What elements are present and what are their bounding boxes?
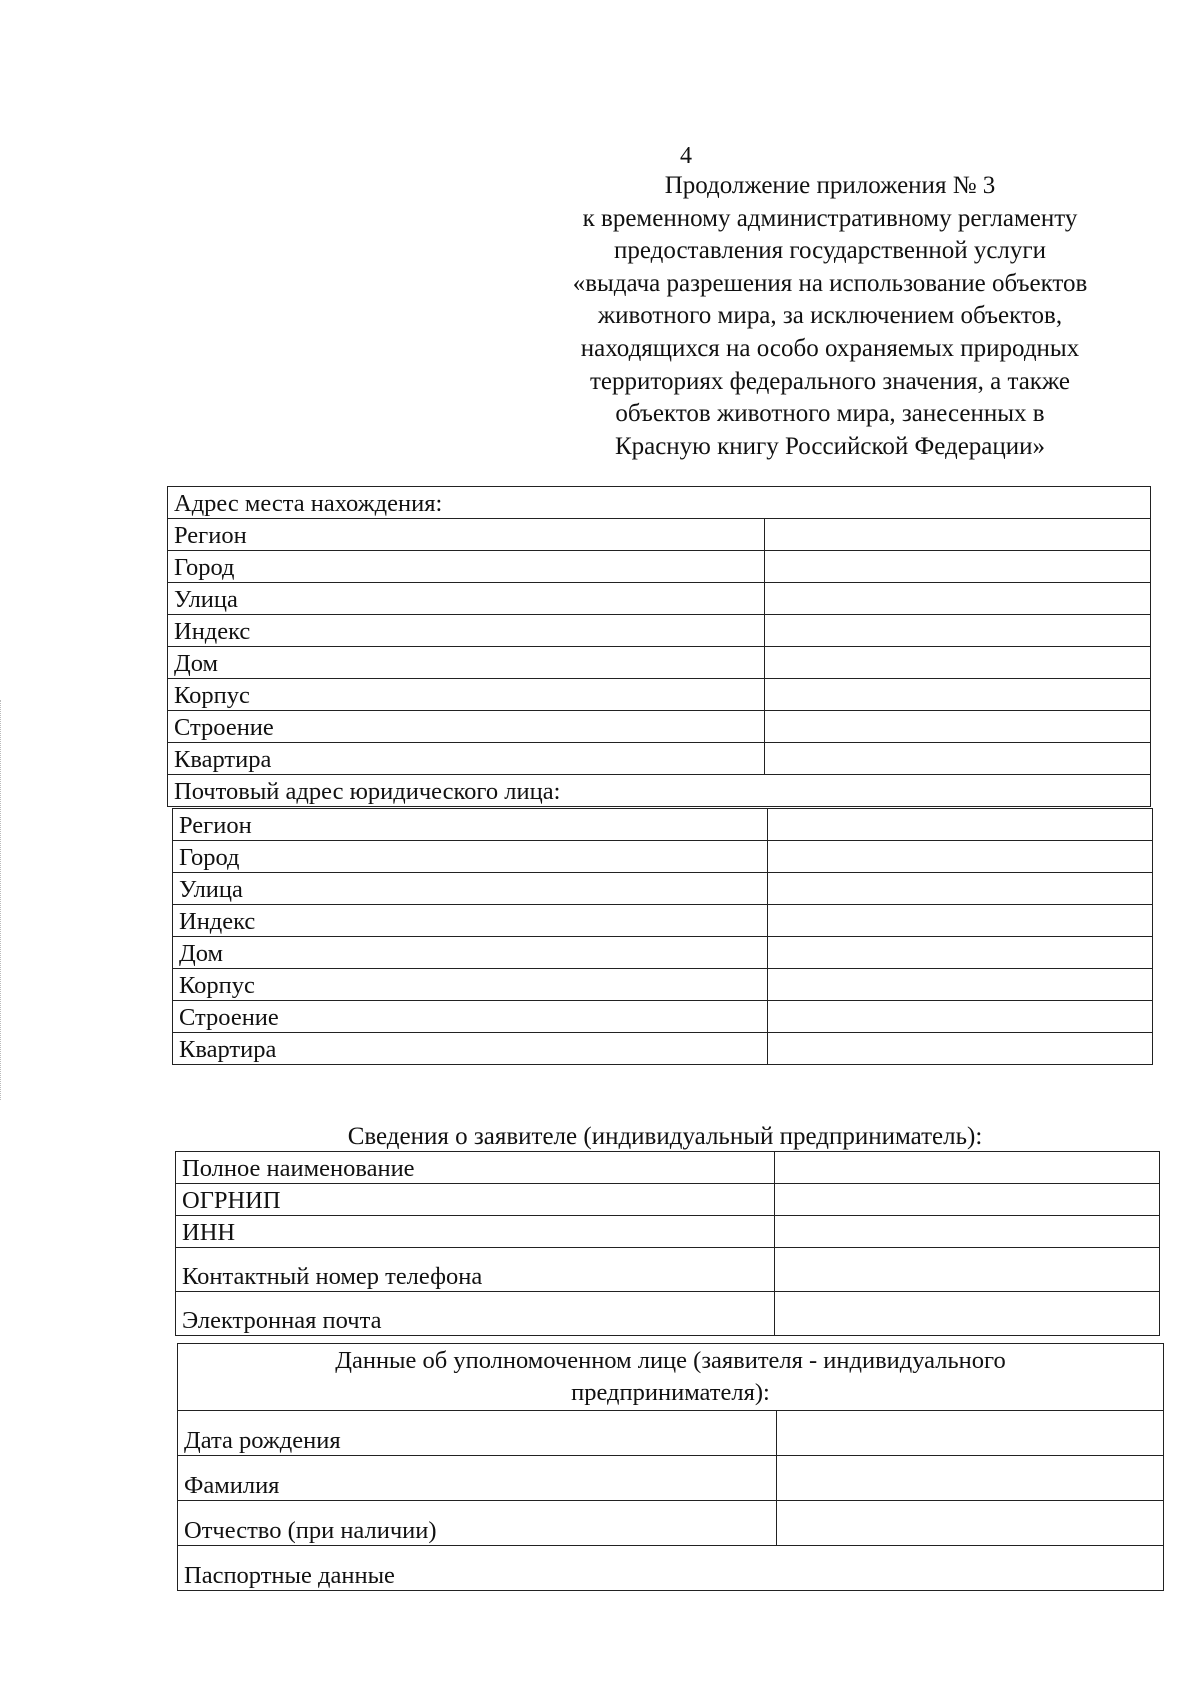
- header-line: находящихся на особо охраняемых природных: [580, 334, 1080, 362]
- section-title-line: Данные об уполномоченном лице (заявителя - индивидуального: [335, 1347, 1006, 1374]
- field-label: Строение: [168, 711, 765, 743]
- section-title: Почтовый адрес юридического лица:: [168, 775, 1151, 807]
- surname-field[interactable]: [777, 1456, 1164, 1501]
- table-row: [173, 1001, 1153, 1033]
- table-row: [178, 1456, 1164, 1501]
- table-row: [173, 873, 1153, 905]
- table-row: [173, 905, 1153, 937]
- individual-entrepreneur-table: [175, 1151, 1160, 1336]
- postal-house-field[interactable]: [767, 937, 1152, 969]
- field-label: Улица: [173, 873, 768, 905]
- field-label: Строение: [173, 1001, 768, 1033]
- patronymic-field[interactable]: [777, 1501, 1164, 1546]
- postal-street-field[interactable]: [767, 873, 1152, 905]
- table-row: [173, 809, 1153, 841]
- ogrnip-field[interactable]: [774, 1184, 1159, 1216]
- table-row: [178, 1501, 1164, 1546]
- address-location-table: [167, 486, 1151, 807]
- header-line: к временному административному регламенту: [582, 204, 1078, 232]
- field-label: Индекс: [168, 615, 765, 647]
- table-row: [178, 1411, 1164, 1456]
- table-row: [176, 1248, 1160, 1292]
- table-row: [168, 487, 1151, 519]
- header-line: животного мира, за исключением объектов,: [597, 302, 1063, 330]
- phone-field[interactable]: [774, 1248, 1159, 1292]
- header-line: «выдача разрешения на использование объектов: [572, 269, 1088, 297]
- house-field[interactable]: [764, 647, 1150, 679]
- table-row: [168, 519, 1151, 551]
- postal-region-field[interactable]: [767, 809, 1152, 841]
- email-field[interactable]: [774, 1292, 1159, 1336]
- field-label: Город: [173, 841, 768, 873]
- inn-field[interactable]: [774, 1216, 1159, 1248]
- field-label: Полное наименование: [176, 1152, 775, 1184]
- table-row: [173, 1033, 1153, 1065]
- table-row: [168, 647, 1151, 679]
- header-line: Красную книгу Российской Федерации»: [614, 432, 1046, 460]
- field-label: Фамилия: [178, 1456, 777, 1501]
- table-row: [176, 1292, 1160, 1336]
- field-label: Дата рождения: [178, 1411, 777, 1456]
- field-label: Корпус: [168, 679, 765, 711]
- field-label: Дом: [173, 937, 768, 969]
- city-field[interactable]: [764, 551, 1150, 583]
- postcode-field[interactable]: [764, 615, 1150, 647]
- field-label: Контактный номер телефона: [176, 1248, 775, 1292]
- apartment-field[interactable]: [764, 743, 1150, 775]
- field-label: Регион: [173, 809, 768, 841]
- field-label: ИНН: [176, 1216, 775, 1248]
- structure-field[interactable]: [764, 711, 1150, 743]
- passport-data-label: Паспортные данные: [178, 1546, 1164, 1591]
- table-row: [176, 1152, 1160, 1184]
- table-row: [168, 551, 1151, 583]
- field-label: Регион: [168, 519, 765, 551]
- table-row: [168, 743, 1151, 775]
- section-title: Адрес места нахождения:: [168, 487, 1151, 519]
- table-row: [168, 615, 1151, 647]
- region-field[interactable]: [764, 519, 1150, 551]
- field-label: Индекс: [173, 905, 768, 937]
- section-title: Сведения о заявителе (индивидуальный предприниматель):: [347, 1123, 983, 1150]
- full-name-field[interactable]: [774, 1152, 1159, 1184]
- table-row: [176, 1216, 1160, 1248]
- field-label: Город: [168, 551, 765, 583]
- postal-apartment-field[interactable]: [767, 1033, 1152, 1065]
- field-label: Корпус: [173, 969, 768, 1001]
- authorized-person-table: [177, 1343, 1164, 1591]
- field-label: Электронная почта: [176, 1292, 775, 1336]
- header-line: территориях федерального значения, а также: [590, 367, 1070, 395]
- field-label: Квартира: [173, 1033, 768, 1065]
- table-row: [168, 679, 1151, 711]
- header-line: Продолжение приложения № 3: [664, 172, 996, 199]
- postal-building-field[interactable]: [767, 969, 1152, 1001]
- postal-address-table: [172, 808, 1153, 1065]
- postal-postcode-field[interactable]: [767, 905, 1152, 937]
- section-title: [178, 1344, 1164, 1411]
- table-row: [173, 969, 1153, 1001]
- postal-city-field[interactable]: [767, 841, 1152, 873]
- field-label: Квартира: [168, 743, 765, 775]
- table-row: [176, 1184, 1160, 1216]
- header-line: объектов животного мира, занесенных в: [615, 400, 1045, 428]
- table-row: [173, 937, 1153, 969]
- field-label: Отчество (при наличии): [178, 1501, 777, 1546]
- table-row: [173, 841, 1153, 873]
- scan-margin-artifact: [0, 700, 3, 1100]
- table-row: [168, 583, 1151, 615]
- field-label: Дом: [168, 647, 765, 679]
- table-row: [168, 711, 1151, 743]
- birth-date-field[interactable]: [777, 1411, 1164, 1456]
- building-field[interactable]: [764, 679, 1150, 711]
- table-row: [168, 775, 1151, 807]
- table-row: [178, 1546, 1164, 1591]
- page-number: 4: [680, 143, 692, 169]
- field-label: ОГРНИП: [176, 1184, 775, 1216]
- postal-structure-field[interactable]: [767, 1001, 1152, 1033]
- field-label: Улица: [168, 583, 765, 615]
- table-row: [178, 1344, 1164, 1411]
- section-title-line: предпринимателя):: [571, 1379, 770, 1406]
- header-line: предоставления государственной услуги: [613, 237, 1047, 265]
- appendix-header: [520, 170, 1140, 463]
- street-field[interactable]: [764, 583, 1150, 615]
